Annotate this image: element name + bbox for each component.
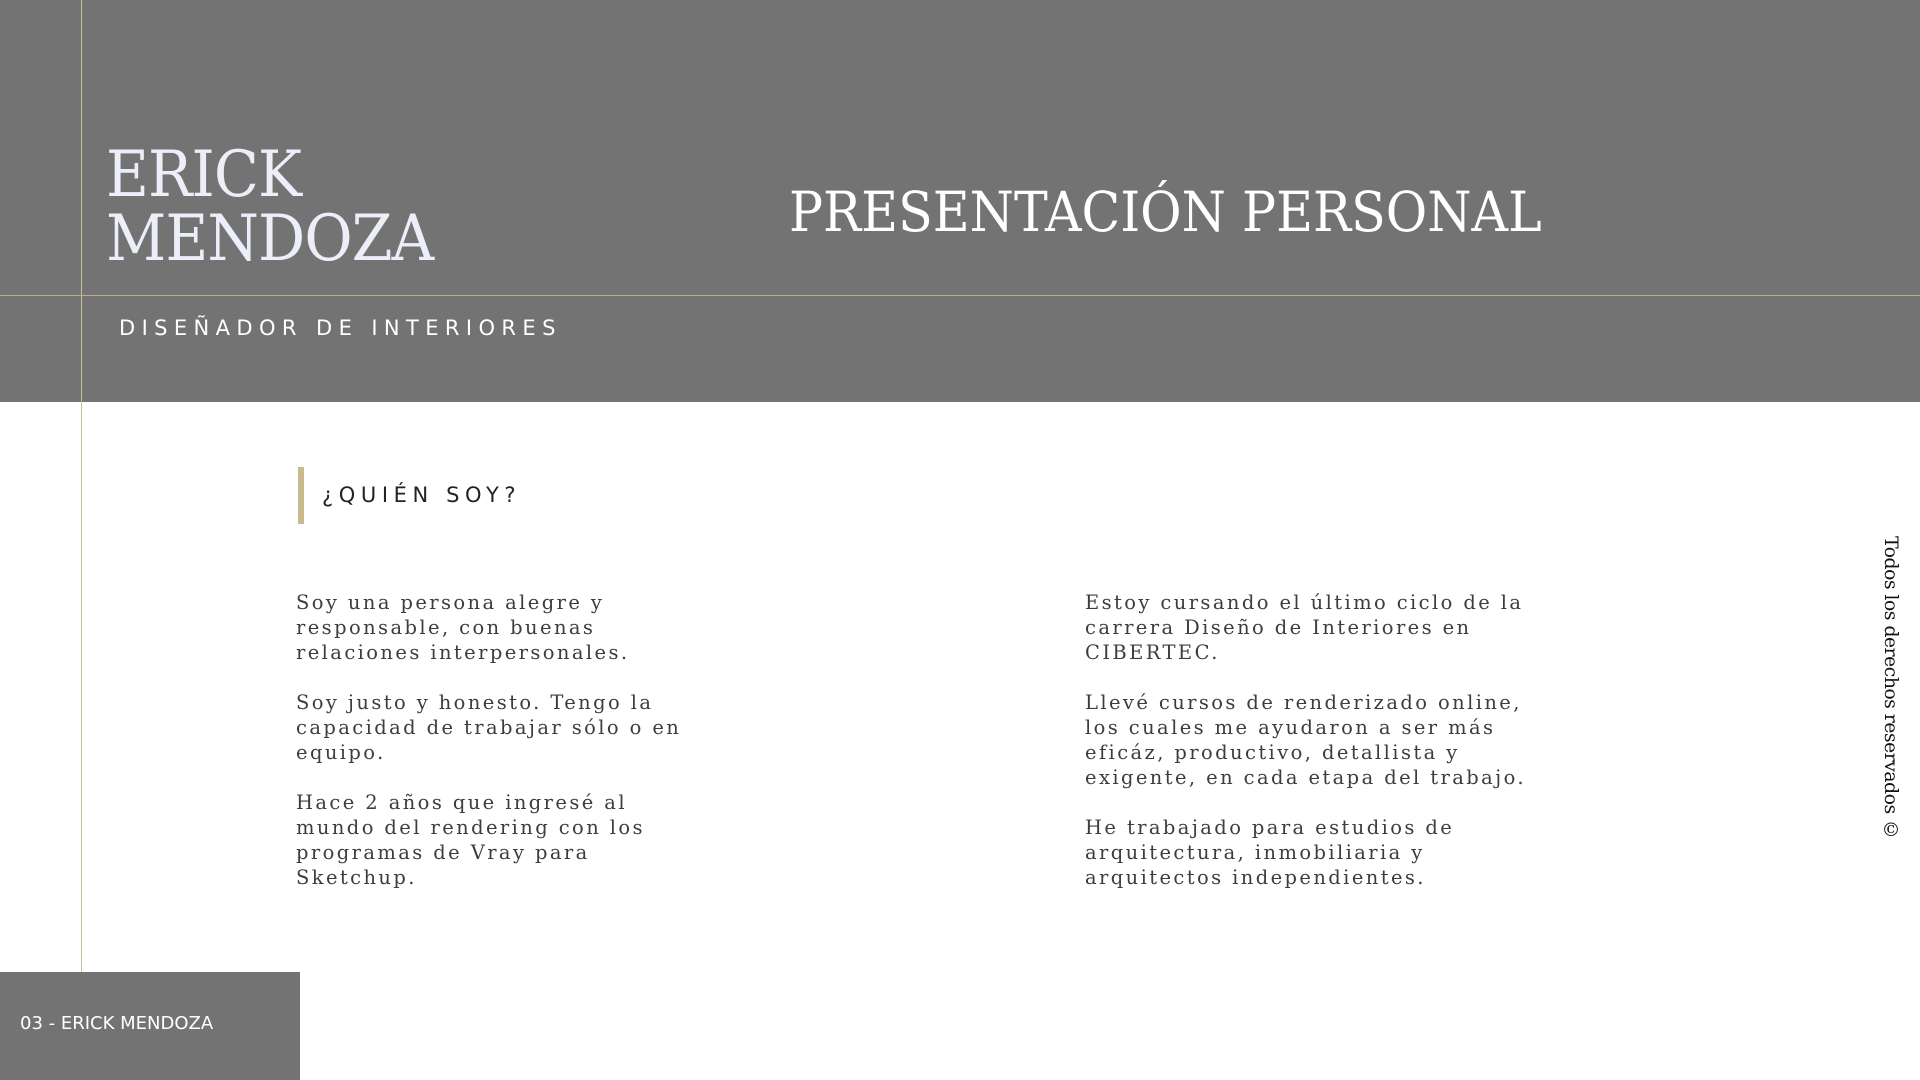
text-line: mundo del rendering con los: [296, 816, 645, 839]
text-line: los cuales me ayudaron a ser más: [1085, 716, 1496, 739]
text-line: arquitectura, inmobiliaria y: [1085, 841, 1425, 864]
text-line: arquitectos independientes.: [1085, 866, 1426, 889]
text-line: capacidad de trabajar sólo o en: [296, 716, 682, 739]
copyright-note: Todos los derechos reservados ©: [1880, 536, 1902, 841]
text-line: exigente, en cada etapa del trabajo.: [1085, 766, 1526, 789]
text-line: Hace 2 años que ingresé al: [296, 791, 627, 814]
text-line: Llevé cursos de renderizado online,: [1085, 691, 1522, 714]
text-line: CIBERTEC.: [1085, 641, 1220, 664]
footer-page-label: 03 - ERICK MENDOZA: [20, 1013, 214, 1034]
name-last: MENDOZA: [106, 202, 434, 276]
text-line: He trabajado para estudios de: [1085, 816, 1455, 839]
text-line: relaciones interpersonales.: [296, 641, 630, 664]
text-line: equipo.: [296, 741, 386, 764]
paragraph: [1085, 590, 1585, 665]
paragraph: [1085, 815, 1585, 890]
paragraph: [1085, 690, 1585, 790]
vertical-divider-line: [81, 0, 82, 972]
paragraph: [296, 590, 756, 665]
horizontal-divider-line: [0, 295, 1920, 296]
right-text-column: [1085, 590, 1585, 915]
paragraph: [296, 790, 756, 890]
text-line: Sketchup.: [296, 866, 417, 889]
text-line: responsable, con buenas: [296, 616, 596, 639]
paragraph: [296, 690, 756, 765]
text-line: Soy justo y honesto. Tengo la: [296, 691, 654, 714]
text-line: carrera Diseño de Interiores en: [1085, 616, 1472, 639]
name-first: ERICK: [106, 138, 302, 212]
text-line: programas de Vray para: [296, 841, 590, 864]
profession-subtitle: DISEÑADOR DE INTERIORES: [119, 316, 562, 340]
text-line: Soy una persona alegre y: [296, 591, 605, 614]
left-text-column: [296, 590, 756, 915]
person-name: [106, 138, 434, 276]
text-line: eficáz, productivo, detallista y: [1085, 741, 1460, 764]
section-title: ¿QUIÉN SOY?: [322, 483, 522, 507]
slide-title: PRESENTACIÓN PERSONAL: [789, 180, 1542, 244]
section-accent-bar: [298, 467, 304, 524]
text-line: Estoy cursando el último ciclo de la: [1085, 591, 1524, 614]
